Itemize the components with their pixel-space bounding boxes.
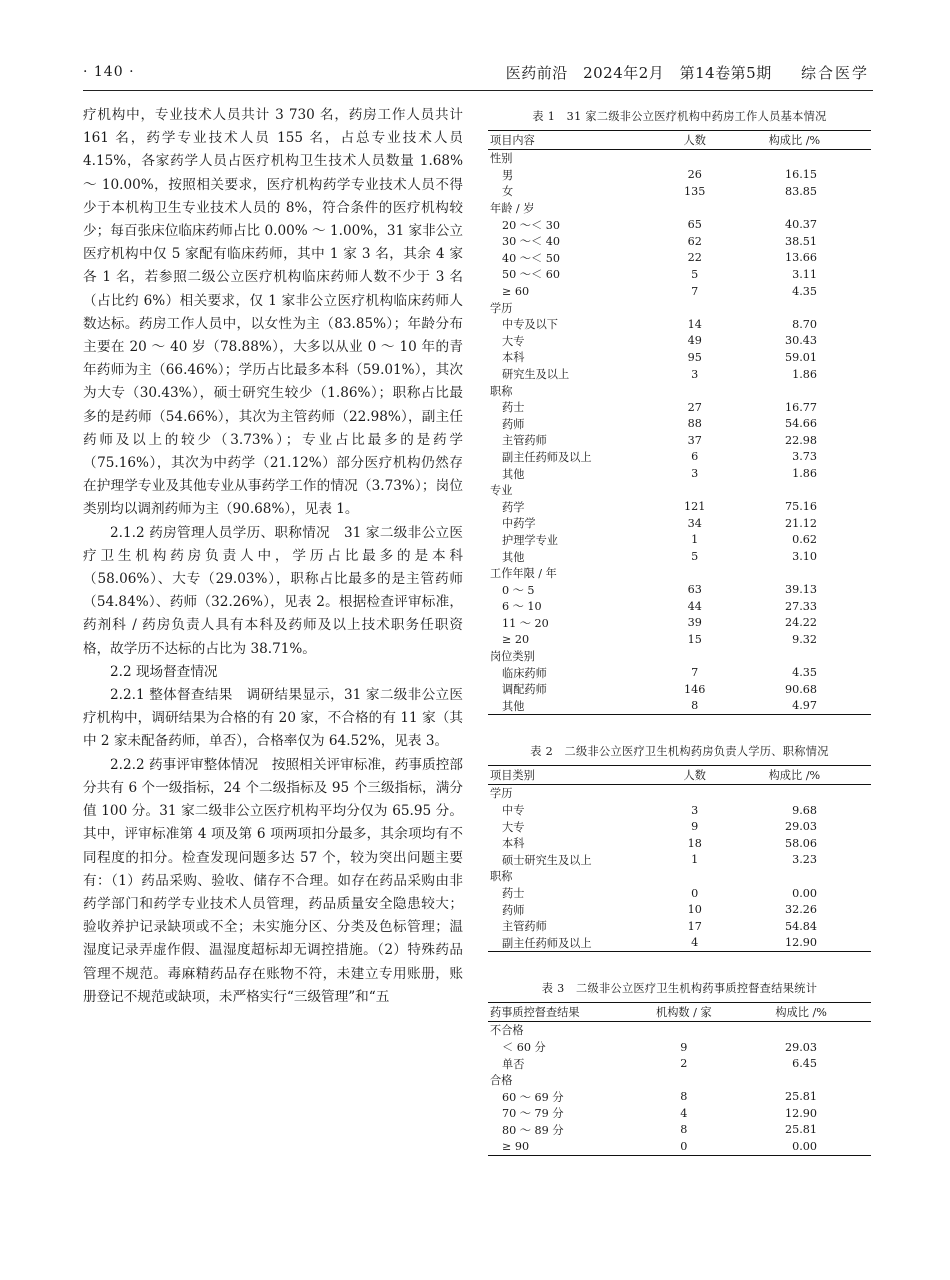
table-3-header-count: 机构数 / 家	[637, 1003, 732, 1022]
table-cell-ratio: 16.77	[784, 400, 817, 414]
table-cell-ratio: 21.12	[784, 516, 817, 530]
table-cell-count: 15	[687, 633, 702, 647]
table-cell-ratio: 3.10	[792, 550, 817, 564]
table-cell-count: 121	[684, 500, 706, 514]
table-cell-count: 0	[680, 1140, 688, 1154]
table-cell-count	[672, 299, 718, 316]
table-cell-label: 男	[502, 168, 514, 182]
table-group-row	[488, 200, 871, 217]
table-cell-label: 工作年限 / 年	[490, 567, 557, 581]
table-row	[488, 1138, 871, 1155]
table-group-row	[488, 299, 871, 316]
table-cell-label: 临床药师	[502, 666, 547, 680]
table-cell-count	[672, 382, 718, 399]
table-cell-ratio: 75.16	[784, 500, 817, 514]
table-cell-count: 3	[691, 803, 699, 817]
table-cell-count: 5	[691, 550, 699, 564]
table-row	[488, 1089, 871, 1106]
table-cell-ratio	[718, 150, 871, 167]
table-cell-ratio: 25.81	[784, 1090, 817, 1104]
table-cell-count: 4	[680, 1106, 688, 1120]
table-group-row	[488, 868, 871, 885]
table-cell-ratio: 13.66	[784, 251, 817, 265]
table-cell-ratio: 9.68	[792, 803, 817, 817]
table-row	[488, 1055, 871, 1072]
table-cell-ratio: 22.98	[784, 433, 817, 447]
table-group-row	[488, 1072, 871, 1089]
table-cell-label: 其他	[502, 699, 525, 713]
table-cell-count	[637, 1022, 732, 1039]
table-row	[488, 918, 871, 935]
table-cell-ratio: 1.86	[792, 367, 817, 381]
table-1-caption: 表 1 31 家二级非公立医疗机构中药房工作人员基本情况	[532, 110, 827, 123]
table-cell-ratio: 0.62	[792, 533, 817, 547]
table-cell-ratio: 30.43	[784, 334, 817, 348]
table-row	[488, 266, 871, 283]
table-3-header-item: 药事质控督查结果	[488, 1003, 637, 1022]
table-row	[488, 333, 871, 350]
table-cell-count: 6	[691, 450, 699, 464]
table-cell-label: 20 ～＜ 30	[502, 218, 560, 232]
page-number: · 140 ·	[83, 64, 135, 80]
issue-date: 2024年2月	[583, 64, 665, 82]
table-cell-label: 6 ～ 10	[502, 600, 542, 614]
table-cell-label: 主管药师	[502, 434, 547, 448]
table-cell-label: 研究生及以上	[502, 368, 570, 382]
table-cell-label: ≥ 20	[502, 633, 530, 647]
table-row	[488, 1122, 871, 1139]
table-cell-count: 0	[691, 886, 699, 900]
table-row	[488, 399, 871, 416]
table-cell-label: ＜ 60 分	[502, 1041, 546, 1055]
table-row	[488, 615, 871, 632]
table-cell-label: 不合格	[490, 1024, 524, 1038]
table-cell-ratio: 27.33	[784, 599, 817, 613]
table-cell-label: 药师	[502, 417, 525, 431]
table-cell-count: 7	[691, 284, 699, 298]
table-cell-count: 1	[691, 533, 699, 547]
table-cell-count	[672, 785, 718, 802]
table-1-header-item: 项目内容	[488, 131, 672, 150]
table-cell-ratio	[731, 1022, 871, 1039]
table-cell-ratio: 1.86	[792, 467, 817, 481]
paragraph-staff-overview: 疗机构中，专业技术人员共计 3 730 名，药房工作人员共计 161 名，药学专业技术人员 155 名，占总专业技术人员 4.15%，各家药学人员占医疗机构卫生技术人员数量 1.68% ～ 10.00%，按照相关要求，医疗机构药学专业技术人员不得少于本机构卫生专业技术人员的 8%，符合条件的医疗机构较少；每百张床位临床药师占比 0.00% ～ 1.00%，31 家非公立医疗机构中仅 5 家配有临床药师，其中 1 家 3 名，其余 4 家各 1 名，若参照二级公立医疗机构临床药师人数不少于 3 名（占比约 6%）相关要求，仅 1 家非公立医疗机构临床药师人数达标。药房工作人员中，以女性为主（83.85%）；年龄分布主要在 20 ～ 40 岁（78.88%），大多以从业 0 ～ 10 年的青年药师为主（66.46%）；学历占比最多本科（59.01%），其次为大专（30.43%），硕士研究生较少（1.86%）；职称占比最多的是药师（54.66%），其次为主管药师（22.98%），副主任药师及以上的较少（3.73%）；专业占比最多的是药学（75.16%），其次为中药学（21.12%）部分医疗机构仍然存在护理学专业及其他专业从事药学工作的情况（3.73%）；岗位类别均以调剂药师为主（90.68%），见表 1。	[83, 107, 463, 518]
table-cell-ratio: 29.03	[784, 1040, 817, 1054]
table-cell-label: ≥ 60	[502, 284, 530, 298]
table-cell-count: 27	[687, 400, 702, 414]
table-cell-count: 10	[687, 903, 702, 917]
table-cell-count: 17	[687, 919, 702, 933]
table-row	[488, 283, 871, 300]
table-cell-label: 副主任药师及以上	[502, 936, 592, 950]
table-row	[488, 935, 871, 952]
table-cell-label: 副主任药师及以上	[502, 450, 592, 464]
table-cell-label: 60 ～ 69 分	[502, 1090, 564, 1104]
table-cell-ratio: 8.70	[792, 317, 817, 331]
table-cell-count: 95	[687, 350, 702, 364]
table-cell-label: 40 ～＜ 50	[502, 251, 560, 265]
table-cell-label: 职称	[490, 384, 513, 398]
table-cell-label: 0 ～ 5	[502, 583, 535, 597]
table-cell-ratio	[718, 648, 871, 665]
table-cell-ratio: 12.90	[784, 1106, 817, 1120]
table-cell-label: 调配药师	[502, 683, 547, 697]
table-cell-ratio: 3.73	[792, 450, 817, 464]
table-row	[488, 835, 871, 852]
table-cell-ratio: 29.03	[784, 820, 817, 834]
table-cell-count	[672, 150, 718, 167]
table-cell-count: 1	[691, 853, 699, 867]
section-name: 综合医学	[800, 64, 869, 82]
table-cell-label: 其他	[502, 467, 525, 481]
table-cell-ratio	[718, 299, 871, 316]
table-cell-ratio: 12.90	[784, 936, 817, 950]
table-cell-count: 63	[687, 583, 702, 597]
table-cell-ratio: 39.13	[784, 583, 817, 597]
table-cell-label: 药士	[502, 401, 525, 415]
table-group-row	[488, 382, 871, 399]
table-cell-label: 中专及以下	[502, 318, 558, 332]
table-cell-count	[672, 200, 718, 217]
table-row	[488, 901, 871, 918]
table-3-caption: 表 3 二级非公立医疗卫生机构药事质控督查结果统计	[541, 982, 818, 996]
table-cell-ratio: 38.51	[784, 234, 817, 248]
table-cell-count: 9	[680, 1040, 688, 1054]
body-text-column	[83, 104, 463, 1009]
table-cell-label: 中专	[502, 804, 525, 818]
table-2-block	[488, 743, 871, 952]
page-header	[83, 60, 873, 88]
table-1-header-ratio: 构成比 /%	[718, 131, 871, 150]
table-group-row	[488, 648, 871, 665]
table-cell-ratio: 54.84	[784, 919, 817, 933]
table-cell-count: 4	[691, 936, 699, 950]
table-cell-ratio: 4.35	[792, 666, 817, 680]
table-cell-label: 本科	[502, 837, 525, 851]
table-row	[488, 416, 871, 433]
table-row	[488, 216, 871, 233]
table-2-header-count: 人数	[672, 766, 718, 785]
table-cell-count: 2	[680, 1057, 688, 1071]
table-cell-count: 146	[684, 682, 706, 696]
table-3-block	[488, 980, 871, 1156]
table-cell-count: 26	[687, 168, 702, 182]
table-row	[488, 515, 871, 532]
table-group-row	[488, 150, 871, 167]
table-cell-ratio: 59.01	[784, 350, 817, 364]
table-cell-label: 80 ～ 89 分	[502, 1123, 564, 1137]
table-cell-label: 岗位类别	[490, 650, 535, 664]
table-cell-ratio: 3.11	[792, 267, 817, 281]
table-cell-count: 88	[687, 417, 702, 431]
table-cell-label: 职称	[490, 870, 513, 884]
table-cell-count: 14	[687, 317, 702, 331]
table-cell-label: 药学	[502, 500, 525, 514]
table-cell-ratio: 0.00	[792, 1140, 817, 1154]
table-row	[488, 1039, 871, 1056]
table-cell-label: 年龄 / 岁	[490, 202, 535, 216]
table-row	[488, 852, 871, 869]
table-cell-ratio: 24.22	[784, 616, 817, 630]
table-cell-ratio: 16.15	[784, 168, 817, 182]
table-cell-count: 3	[691, 467, 699, 481]
table-row	[488, 802, 871, 819]
table-row	[488, 681, 871, 698]
table-cell-label: 大专	[502, 334, 525, 348]
table-cell-count: 44	[687, 599, 702, 613]
table-1-header-count: 人数	[672, 131, 718, 150]
table-cell-label: 专业	[490, 484, 513, 498]
paragraph-2-2-2: 2.2.2 药事评审整体情况 按照相关评审标准，药事质控部分共有 6 个一级指标，24 个二级指标及 95 个三级指标，满分值 100 分。31 家二级非公立医疗机构平均分仅为 65.95 分。其中，评审标准第 4 项及第 6 项两项扣分最多，其余项均有不同程度的扣分。检查发现问题多达 57 个，较为突出问题主要有：（1）药品采购、验收、储存不合理。如存在药品采购由非药学部门和药学专业技术人员管理，药品质量安全隐患较大；验收养护记录缺项或不全；未实施分区、分类及色标管理；温湿度记录弄虚作假、温湿度超标却无调控措施。（2）特殊药品管理不规范。毒麻精药品存在账物不符，未建立专用账册，账册登记不规范或缺项，未严格实行“三级管理”和“五	[83, 756, 463, 1005]
table-cell-label: 11 ～ 20	[502, 616, 549, 630]
table-cell-ratio: 25.81	[784, 1123, 817, 1137]
table-row	[488, 885, 871, 902]
table-row	[488, 532, 871, 549]
table-row	[488, 698, 871, 715]
table-row	[488, 449, 871, 466]
table-row	[488, 167, 871, 184]
table-row	[488, 581, 871, 598]
table-row	[488, 316, 871, 333]
table-2-caption: 表 2 二级非公立医疗卫生机构药房负责人学历、职称情况	[530, 745, 829, 759]
paragraph-2-2-1: 2.2.1 整体督查结果 调研结果显示，31 家二级非公立医疗机构中，调研结果为合格的有 20 家，不合格的有 11 家（其中 2 家未配备药师，单否），合格率仅为 64.52%，见表 3。	[83, 687, 463, 750]
table-cell-count: 135	[684, 184, 706, 198]
table-cell-count: 34	[687, 516, 702, 530]
table-cell-count: 8	[680, 1123, 688, 1137]
table-row	[488, 233, 871, 250]
table-cell-ratio: 32.26	[784, 903, 817, 917]
table-cell-count: 37	[687, 433, 702, 447]
header-rule	[83, 90, 873, 91]
table-row	[488, 366, 871, 383]
table-cell-label: 药师	[502, 903, 525, 917]
table-cell-count: 9	[691, 820, 699, 834]
section-heading-2-2: 2.2 现场督查情况	[110, 663, 218, 680]
table-cell-count	[672, 565, 718, 582]
table-cell-ratio: 0.00	[792, 886, 817, 900]
table-3-header-ratio: 构成比 /%	[731, 1003, 871, 1022]
table-cell-label: 女	[502, 185, 514, 199]
table-2-header-item: 项目类别	[488, 766, 672, 785]
table-row	[488, 818, 871, 835]
table-cell-ratio: 40.37	[784, 218, 817, 232]
table-cell-ratio	[718, 200, 871, 217]
table-cell-count: 39	[687, 616, 702, 630]
table-row	[488, 1105, 871, 1122]
table-cell-count: 7	[691, 666, 699, 680]
table-cell-ratio: 83.85	[784, 184, 817, 198]
table-cell-ratio: 9.32	[792, 633, 817, 647]
tables-column	[488, 108, 871, 1156]
table-cell-label: 30 ～＜ 40	[502, 235, 560, 249]
table-cell-count: 18	[687, 836, 702, 850]
table-cell-count	[672, 868, 718, 885]
table-cell-count: 22	[687, 251, 702, 265]
table-cell-count: 3	[691, 367, 699, 381]
table-cell-label: 学历	[490, 301, 513, 315]
table-cell-ratio: 6.45	[792, 1057, 817, 1071]
table-cell-label: 其他	[502, 550, 525, 564]
table-cell-ratio: 90.68	[784, 682, 817, 696]
table-cell-label: 50 ～＜ 60	[502, 268, 560, 282]
table-cell-label: 大专	[502, 820, 525, 834]
table-cell-ratio	[718, 868, 871, 885]
journal-name: 医药前沿	[505, 64, 568, 82]
table-cell-ratio	[718, 482, 871, 499]
table-cell-label: 学历	[490, 787, 513, 801]
table-cell-ratio: 4.35	[792, 284, 817, 298]
table-cell-count: 8	[691, 699, 699, 713]
table-1	[488, 130, 871, 715]
table-cell-label: 合格	[490, 1074, 513, 1088]
volume-issue: 第14卷第5期	[679, 64, 772, 82]
table-cell-label: 药士	[502, 887, 525, 901]
table-cell-count	[637, 1072, 732, 1089]
table-row	[488, 250, 871, 267]
table-cell-label: 单否	[502, 1057, 525, 1071]
table-row	[488, 349, 871, 366]
table-cell-count: 49	[687, 334, 702, 348]
table-cell-ratio	[718, 785, 871, 802]
table-cell-label: 主管药师	[502, 920, 547, 934]
table-cell-ratio: 4.97	[792, 699, 817, 713]
table-2-header-ratio: 构成比 /%	[718, 766, 871, 785]
paragraph-2-1-2: 2.1.2 药房管理人员学历、职称情况 31 家二级非公立医疗卫生机构药房负责人中，学历占比最多的是本科（58.06%）、大专（29.03%），职称占比最多的是主管药师（54.84%）、药师（32.26%），见表 2。根据检查评审标准，药剂科 / 药房负责人具有本科及药师及以上技术职务任职资格，故学历不达标的占比为 38.71%。	[83, 524, 463, 657]
table-3	[488, 1002, 871, 1156]
table-cell-ratio	[718, 382, 871, 399]
table-cell-label: 护理学专业	[502, 533, 558, 547]
table-cell-label: ≥ 90	[502, 1140, 530, 1154]
table-group-row	[488, 785, 871, 802]
table-cell-count: 62	[687, 234, 702, 248]
table-row	[488, 664, 871, 681]
table-cell-label: 中药学	[502, 517, 536, 531]
table-cell-count: 5	[691, 267, 699, 281]
table-row	[488, 548, 871, 565]
table-cell-count	[672, 482, 718, 499]
table-row	[488, 465, 871, 482]
table-row	[488, 631, 871, 648]
table-row	[488, 432, 871, 449]
table-cell-ratio: 58.06	[784, 836, 817, 850]
journal-info	[496, 62, 869, 83]
table-group-row	[488, 565, 871, 582]
table-cell-count: 65	[687, 218, 702, 232]
table-cell-label: 70 ～ 79 分	[502, 1107, 564, 1121]
table-group-row	[488, 482, 871, 499]
table-2	[488, 765, 871, 952]
table-cell-count: 8	[680, 1090, 688, 1104]
table-cell-label: 硕士研究生及以上	[502, 853, 592, 867]
table-cell-ratio	[731, 1072, 871, 1089]
table-cell-ratio: 54.66	[784, 417, 817, 431]
table-cell-ratio: 3.23	[792, 853, 817, 867]
table-cell-label: 性别	[490, 152, 513, 166]
table-row	[488, 498, 871, 515]
table-1-block	[488, 108, 871, 715]
table-row	[488, 183, 871, 200]
table-group-row	[488, 1022, 871, 1039]
table-cell-ratio	[718, 565, 871, 582]
table-cell-count	[672, 648, 718, 665]
table-row	[488, 598, 871, 615]
table-cell-label: 本科	[502, 351, 525, 365]
